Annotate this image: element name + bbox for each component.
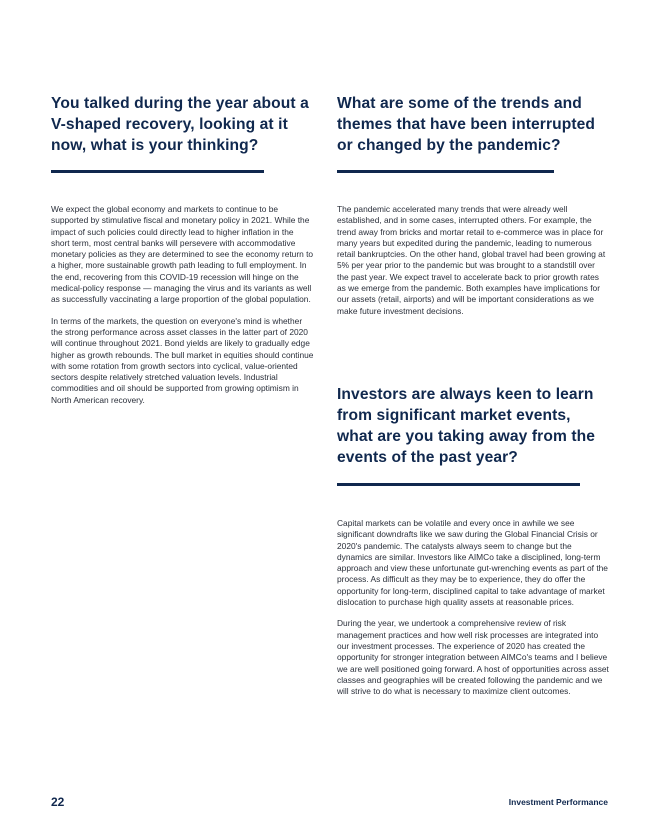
page-number: 22 xyxy=(51,795,65,809)
heading-rule xyxy=(337,170,554,173)
left-body xyxy=(51,204,314,406)
section-title: Investment Performance xyxy=(508,797,608,807)
heading-trends-themes: What are some of the trends and themes that have been interrupted or changed by the pandemic? xyxy=(337,95,596,154)
heading-rule xyxy=(51,170,264,173)
heading-rule xyxy=(337,483,580,486)
heading-v-shaped-recovery: You talked during the year about a V-shaped recovery, looking at it now, what is your thinking? xyxy=(51,95,309,154)
heading-investors-learn: Investors are always keen to learn from significant market events, what are you taking away from the events of the past year? xyxy=(337,386,596,466)
paragraph: In terms of the markets, the question on everyone's mind is whether the strong performance across asset classes in the latter part of 2020 will continue throughout 2021. Bond yields are likely to gradually edge higher as growth rebounds. The bull market in equities should continue with some rotation from growth sectors into cyclical, value-oriented sectors despite relatively stretched valuation levels. Industrial commodities and oil should be supported from growing optimism in North American recovery. xyxy=(51,315,314,405)
paragraph: The pandemic accelerated many trends that were already well established, and in some cases, interrupted others. For example, the trend away from bricks and mortar retail to e-commerce was in place for many years but expedited during the pandemic, leading to numerous retail bankruptcies. On the other hand, global travel had been growing at 5% per year prior to the pandemic but was brought to a standstill over the past year. We expect travel to accelerate back to prior growth rates as we emerge from the pandemic. Both examples have implications for our assets (retail, airports) and will be important considerations as we make future investment decisions. xyxy=(337,204,606,316)
paragraph: During the year, we undertook a comprehensive review of risk management practices and how well risk processes are integrated into our investment processes. The experience of 2020 has created the opportunity for stronger integration between AIMCo's teams and I believe we are well positioned going forward. A host of opportunities across asset classes and geographies will be created following the pandemic and we will strive to do what is necessary to maximize client outcomes. xyxy=(337,618,609,697)
right-top-body xyxy=(337,204,607,317)
paragraph: We expect the global economy and markets to continue to be supported by stimulative fiscal and monetary policy in 2021. While the impact of such policies could directly lead to higher inflation in the short term, most central banks will persevere with accommodative monetary policies as they are determined to see the economy return to a higher, more sustainable growth path leading to full employment. In the end, recovering from this COVID-19 recession will hinge on the medical-policy response — managing the virus and its variants as well as successfully vaccinating a large proportion of the global population. xyxy=(51,204,314,305)
paragraph: Capital markets can be volatile and every once in awhile we see significant downdrafts like we saw during the Global Financial Crisis or 2020's pandemic. The catalysts always seem to change but the dynamics are similar. Investors like AIMCo take a disciplined, long-term approach and view these unfortunate gut-wrenching events as part of the process. As difficult as they may be to experience, they do offer the opportunity for long-term, disciplined capital to take advantage of market dislocation to purchase high quality assets at reasonable prices. xyxy=(337,518,608,608)
right-bottom-body xyxy=(337,518,609,697)
